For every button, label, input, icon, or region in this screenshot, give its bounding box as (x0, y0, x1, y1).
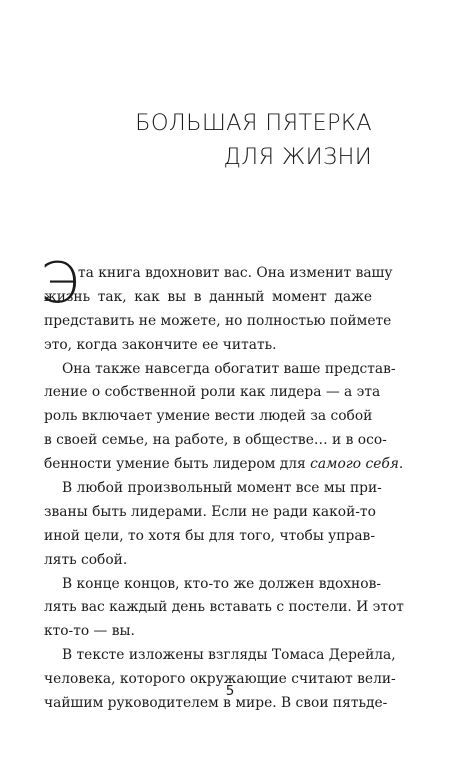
text-line (44, 453, 404, 477)
paragraph-2 (44, 358, 404, 477)
paragraph-5 (44, 644, 396, 716)
drop-cap: Э (40, 251, 80, 316)
text-line: ление о собственной роли как лидера — а эта (44, 384, 381, 401)
text-line: это, когда закончите ее читать. (44, 336, 277, 353)
paragraph-1 (40, 251, 393, 358)
text-line: В конце концов, кто-то же должен вдохнов- (62, 575, 381, 592)
chapter-title (135, 106, 372, 174)
text-line: в своей семье, на работе, в обществе… и в осо- (44, 432, 387, 449)
text-line: Она также навсегда обогатит ваше представ- (62, 360, 396, 377)
text-line: иной цели, то хотя бы для того, чтобы управ- (44, 527, 375, 544)
text-line: та книга вдохновит вас. Она изменит вашу (78, 265, 393, 281)
page-number: 5 (225, 683, 235, 699)
text-line: В тексте изложены взгляды Томаса Дерейла, (62, 647, 396, 664)
body-text (40, 251, 404, 716)
text-span: бенности умение быть лидером для (44, 456, 311, 473)
text-line: представить не можете, но полностью поймете (44, 312, 392, 329)
text-line: чайшим руководителем в мире. В свои пятьде- (44, 695, 388, 712)
paragraph-4 (44, 573, 404, 645)
text-line: лять собой. (44, 551, 128, 568)
italic-emphasis: самого себя (310, 456, 399, 473)
text-line: лять вас каждый день вставать с постели. И этот (44, 599, 404, 616)
text-span: . (398, 456, 404, 473)
chapter-title-line-1: БОЛЬШАЯ ПЯТЕРКА (135, 110, 372, 136)
paragraph-3 (44, 477, 382, 573)
text-line: жизнь так, как вы в данный момент даже (44, 288, 372, 305)
text-line: званы быть лидерами. Если не ради какой-то (44, 503, 376, 520)
text-line: человека, которого окружающие считают вели- (44, 671, 396, 688)
text-line: роль включает умение вести людей за собой (44, 408, 373, 425)
text-line: кто-то — вы. (44, 623, 135, 640)
chapter-title-line-2: ДЛЯ ЖИЗНИ (223, 144, 372, 170)
text-line: В любой произвольный момент все мы при- (62, 480, 382, 497)
